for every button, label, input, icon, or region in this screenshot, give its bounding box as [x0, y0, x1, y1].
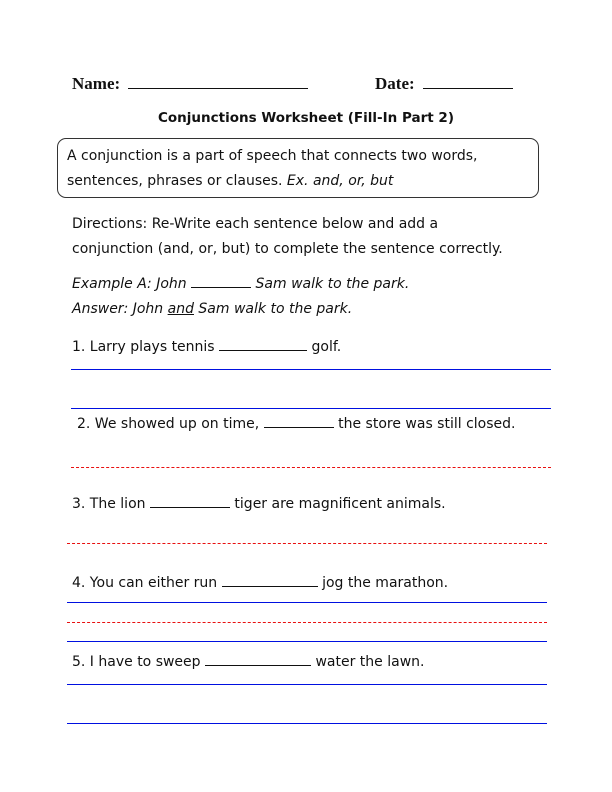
example-answer — [72, 301, 352, 317]
question-blank — [219, 349, 307, 351]
answer-text-end: Sam walk to the park. — [198, 301, 353, 317]
name-field[interactable] — [72, 74, 308, 94]
definition-line-2 — [67, 173, 393, 189]
answer-line[interactable] — [71, 408, 551, 409]
question-text: 4. You can either run — [72, 575, 218, 591]
answer-line[interactable] — [67, 723, 547, 724]
answer-line-dashed[interactable] — [67, 622, 547, 623]
answer-line[interactable] — [67, 684, 547, 685]
answer-word: and — [167, 301, 194, 317]
question-text-end: tiger are magnificent animals. — [234, 496, 446, 512]
example-blank — [191, 286, 251, 288]
definition-line-1: A conjunction is a part of speech that connects two words, — [67, 148, 478, 164]
definition-box — [57, 138, 539, 198]
answer-line-dashed[interactable] — [71, 467, 551, 468]
question-text-end: golf. — [311, 339, 342, 355]
question-5 — [72, 654, 424, 670]
question-2 — [77, 416, 515, 432]
question-text: 2. We showed up on time, — [77, 416, 260, 432]
answer-line[interactable] — [67, 641, 547, 642]
definition-text: sentences, phrases or clauses. — [67, 173, 283, 189]
answer-line[interactable] — [67, 602, 547, 603]
question-text: 5. I have to sweep — [72, 654, 201, 670]
answer-text: Answer: John — [72, 301, 164, 317]
question-text-end: water the lawn. — [315, 654, 425, 670]
question-blank — [264, 426, 334, 428]
question-text: 3. The lion — [72, 496, 146, 512]
directions-line-1: Directions: Re-Write each sentence below and add a — [72, 216, 439, 232]
answer-line[interactable] — [71, 369, 551, 370]
name-blank[interactable] — [128, 87, 308, 89]
question-text: 1. Larry plays tennis — [72, 339, 215, 355]
page-title: Conjunctions Worksheet (Fill-In Part 2) — [157, 110, 454, 126]
question-text-end: the store was still closed. — [338, 416, 516, 432]
question-text-end: jog the marathon. — [322, 575, 449, 591]
answer-line-dashed[interactable] — [67, 543, 547, 544]
example-text: Example A: John — [72, 276, 187, 292]
date-label: Date: — [375, 74, 415, 93]
question-4 — [72, 575, 448, 591]
question-3 — [72, 496, 446, 512]
example-question — [72, 276, 409, 292]
definition-examples: Ex. and, or, but — [286, 173, 394, 189]
question-blank — [222, 585, 318, 587]
question-blank — [150, 506, 230, 508]
question-1 — [72, 339, 341, 355]
directions-line-2: conjunction (and, or, but) to complete the sentence correctly. — [72, 241, 503, 257]
name-label: Name: — [72, 74, 121, 93]
question-blank — [205, 664, 311, 666]
date-blank[interactable] — [423, 87, 513, 89]
example-text-end: Sam walk to the park. — [255, 276, 410, 292]
date-field[interactable] — [375, 74, 513, 94]
